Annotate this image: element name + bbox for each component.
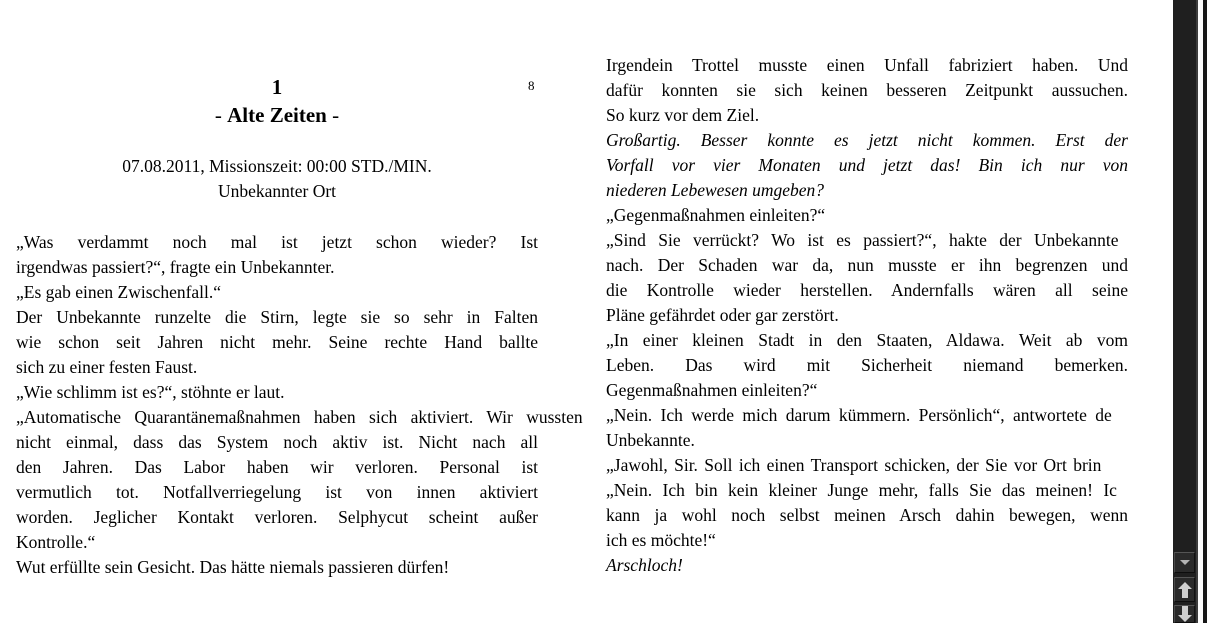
location-line: Unbekannter Ort [217,181,337,201]
text-line: Arschloch! [606,555,683,575]
text-line: vermutlich tot. Notfallverriegelung ist von innen aktiviert [16,482,538,502]
text-line: wie schon seit Jahren nicht mehr. Seine rechte Hand ballte [16,332,538,352]
left-text-column [16,0,583,623]
text-line: „Automatische Quarantänemaßnahmen haben sich aktiviert. Wir wussten [16,407,583,427]
text-line: Leben. Das wird mit Sicherheit niemand bemerken. [606,355,1128,375]
text-line: Vorfall vor vier Monaten und jetzt das! Bin ich nur von [606,155,1128,175]
text-line: Pläne gefährdet oder gar zerstört. [606,305,839,325]
text-line: worden. Jeglicher Kontakt verloren. Selphycut scheint außer [16,507,538,527]
text-line: „Sind Sie verrückt? Wo ist es passiert?“, hakte der Unbekannte [606,230,1119,250]
text-line: sich zu einer festen Faust. [16,357,198,377]
text-line: Der Unbekannte runzelte die Stirn, legte sie so sehr in Falten [16,307,538,327]
text-line: die Kontrolle wieder herstellen. Andernfalls wären all seine [606,280,1128,300]
chapter-title-text: Alte Zeiten [227,103,327,127]
scrollbar-track[interactable] [1173,0,1198,623]
scroll-down-icon [1180,560,1190,565]
text-line: Irgendein Trottel musste einen Unfall fabriziert haben. Und [606,55,1128,75]
text-line: Unbekannte. [606,430,695,450]
screen-edge [1203,0,1207,623]
text-line: nicht einmal, dass das System noch aktiv ist. Nicht nach all [16,432,538,452]
text-line: irgendwas passiert?“, fragte ein Unbekannter. [16,257,335,277]
text-line: „Wie schlimm ist es?“, stöhnte er laut. [16,382,285,402]
text-line: „Es gab einen Zwischenfall.“ [16,282,222,302]
text-line: „Was verdammt noch mal ist jetzt schon wieder? Ist [16,232,538,252]
scroll-down-button[interactable] [1174,552,1195,573]
mission-dateline: 07.08.2011, Missionszeit: 00:00 STD./MIN. [122,156,432,176]
text-line: „Gegenmaßnahmen einleiten?“ [606,205,826,225]
text-line: „In einer kleinen Stadt in den Staaten, Aldawa. Weit ab vom [606,330,1128,350]
text-line: Wut erfüllte sein Gesicht. Das hätte niemals passieren dürfen! [16,557,450,577]
page-up-button[interactable] [1174,577,1195,602]
text-line: dafür konnten sie sich keinen besseren Zeitpunkt aussuchen. [606,80,1128,100]
page-up-icon [1178,582,1192,598]
page-down-icon [1178,606,1192,622]
text-line: den Jahren. Das Labor haben wir verloren. Personal ist [16,457,538,477]
chapter-number: 1 [271,75,283,99]
text-line: niederen Lebewesen umgeben? [606,180,825,200]
text-line: „Nein. Ich werde mich darum kümmern. Persönlich“, antwortete de [606,405,1112,425]
text-line: Gegenmaßnahmen einleiten?“ [606,380,818,400]
text-line: So kurz vor dem Ziel. [606,105,760,125]
right-text-column [606,0,1128,623]
page-down-button[interactable] [1174,605,1195,623]
text-line: kann ja wohl noch selbst meinen Arsch dahin bewegen, wenn [606,505,1128,525]
text-line: ich es möchte!“ [606,530,716,550]
text-line: „Nein. Ich bin kein kleiner Junge mehr, falls Sie das meinen! Ic [606,480,1117,500]
text-line: „Jawohl, Sir. Soll ich einen Transport schicken, der Sie vor Ort brin [606,455,1102,475]
chapter-title-dash-left: - [214,103,228,127]
text-line: Großartig. Besser konnte es jetzt nicht kommen. Erst der [606,130,1128,150]
page-number-badge: 8 [528,78,535,93]
chapter-title-dash-right: - [326,103,340,127]
text-line: Kontrolle.“ [16,532,96,552]
text-line: nach. Der Schaden war da, nun musste er ihn begrenzen und [606,255,1128,275]
